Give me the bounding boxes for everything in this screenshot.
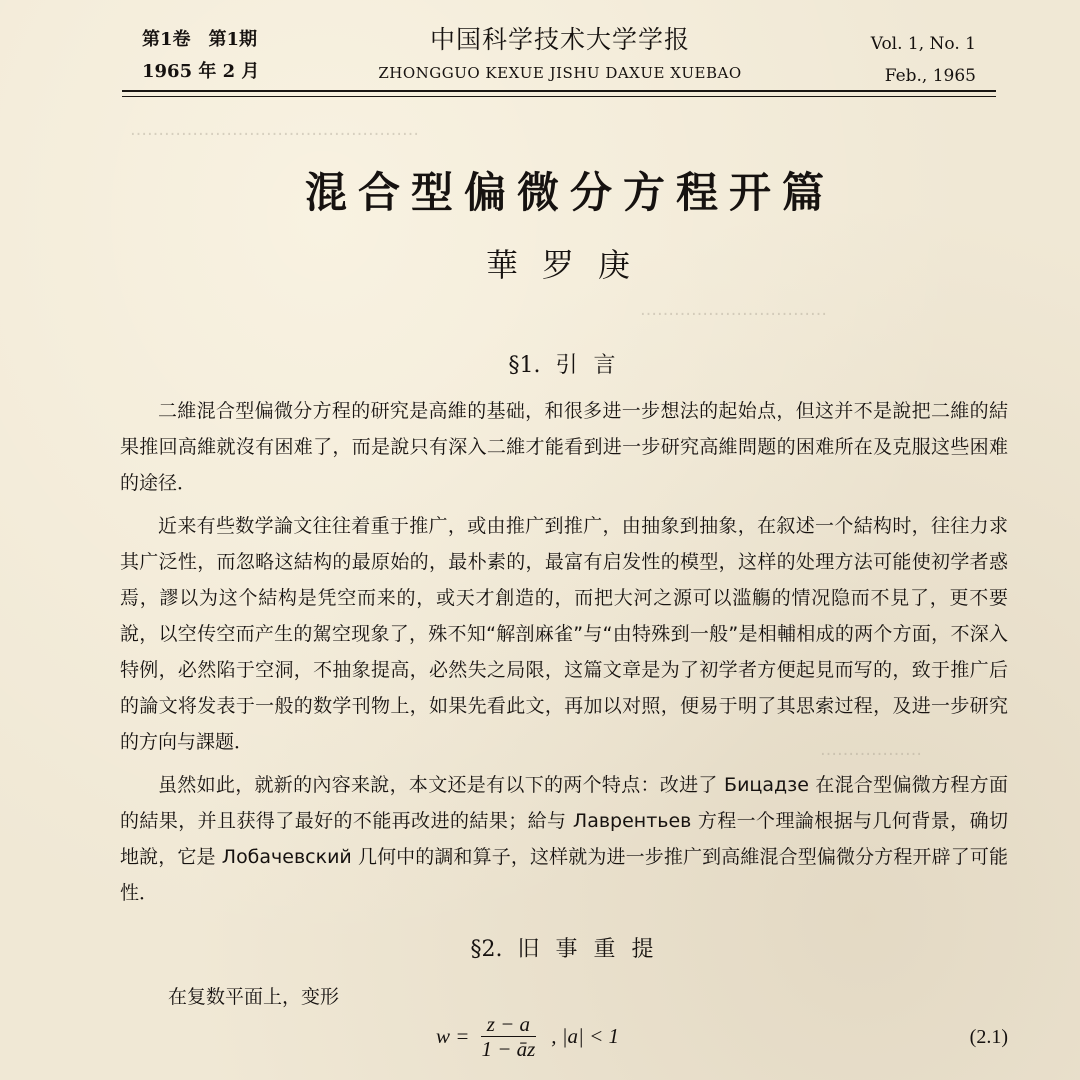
paragraph: 近来有些数学論文往往着重于推广，或由推广到推广，由抽象到抽象，在叙述一个結构时，往往力求其广泛性，而忽略这結构的最原始的，最朴素的，最富有启发性的模型，这样的处理方法可能使初学者惑焉，謬以为这个結构是凭空而来的，或天才創造的，而把大河之源可以滥觴的情况隐而不見了，更不要說，以空传空而产生的駕空现象了，殊不知“解剖麻雀”与“由特殊到一般”是相輔相成的两个方面，不深入特例，必然陷于空洞，不抽象提高，必然失之局限，这篇文章是为了初学者方便起見而写的，致于推广后的論文将发表于一般的数学刊物上，如果先看此文，再加以对照，便易于明了其思索过程，及进一步研究的方向与課题． [120,515,1008,753]
section-heading-1 [0,348,1080,379]
equation-condition: , |a| < 1 [551,1024,619,1048]
paragraph: 虽然如此，就新的內容来說，本文还是有以下的两个特点：改进了 Бицадзе 在混合型偏微方程方面的結果，并且获得了最好的不能再改进的結果；給与 Лаврентьев 方程一个理論根据与几何背景，确切地說，它是 Лобачевский 几何中的調和算子，这样就为进一步推广到高維混合型偏微分方程开辟了可能性． [120,774,1008,904]
issue-date-cn: 1965 年 2 月 [142,61,260,82]
volume-en: Vol. 1, No. 1 [870,34,976,54]
section-title: 引言 [555,353,632,378]
journal-name-en: ZHONGGUO KEXUE JISHU DAXUE XUEBAO [378,64,742,82]
header-journal-name [330,22,790,82]
equation-fraction [475,1012,541,1061]
paragraph: 二維混合型偏微分方程的研究是高維的基础，和很多进一步想法的起始点，但这并不是說把二維的結果推回高維就沒有困难了，而是說只有深入二維才能看到进一步研究高維問题的困难所在及克服这些困难的途径． [120,400,1008,494]
equation-denominator: 1 − āz [481,1037,536,1061]
equation-2-1 [436,1012,619,1061]
section-heading-2 [0,932,1080,963]
issue-date-en: Feb., 1965 [884,66,976,86]
article-author: 華罗庚 [485,246,654,284]
equation-numerator: z − a [481,1012,536,1037]
header-volume-info [871,28,976,92]
article-title: 混合型偏微分方程开篇 [304,168,835,217]
journal-name-cn: 中国科学技术大学学报 [429,25,690,54]
section-1-body [120,393,1008,918]
section-number: §2. [470,937,503,962]
show-through-text: …………………………………………… [130,120,419,140]
section-number: §1. [508,353,541,378]
equation-lhs: w = [436,1024,470,1048]
show-through-text: …………………………… [640,300,827,320]
section-2-intro: 在复数平面上，变形 [168,986,340,1008]
equation-number: (2.1) [969,1026,1008,1048]
section-title: 旧事重提 [517,937,670,962]
header-rule-thin [122,96,996,97]
header-rule-thick [122,90,996,92]
header-issue-info [142,24,259,88]
show-through-text: ……………… [820,740,922,760]
volume-issue: 第1卷 第1期 [142,29,258,50]
